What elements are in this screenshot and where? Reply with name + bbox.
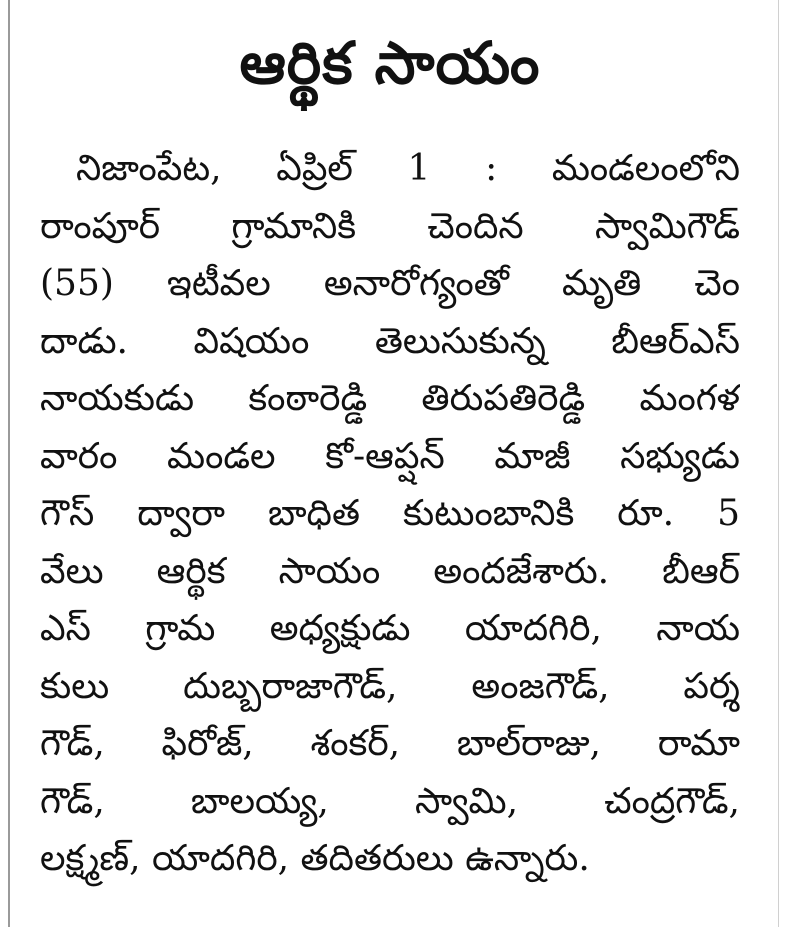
- body-line: వేలు ఆర్థిక సాయం అందజేశారు. బీఆర్: [40, 550, 740, 592]
- body-line: నిజాంపేట, ఏప్రిల్ 1 : మండలంలోని: [76, 148, 740, 189]
- body-line: గౌడ్, ఫిరోజ్, శంకర్, బాల్‌రాజు, రామా: [40, 723, 740, 764]
- body-line: కులు దుబ్బరాజాగౌడ్, అంజగౌడ్, పర్శ: [40, 665, 740, 707]
- column-divider-right: [778, 0, 779, 927]
- body-line: దాడు. విషయం తెలుసుకున్న బీఆర్ఎస్: [40, 320, 740, 362]
- column-divider-left: [8, 0, 10, 927]
- body-line: ఎస్ గ్రామ అధ్యక్షుడు యాదగిరి, నాయ: [40, 608, 740, 649]
- article-body: [40, 140, 740, 888]
- body-line: (55) ఇటీవల అనారోగ్యంతో మృతి చెం: [40, 263, 740, 304]
- body-line: లక్ష్మణ్, యాదగిరి, తదితరులు ఉన్నారు.: [40, 838, 590, 879]
- news-clipping: [40, 18, 740, 888]
- body-line: గౌడ్, బాలయ్య, స్వామి, చంద్రగౌడ్,: [40, 780, 740, 822]
- headline: ఆర్థిక సాయం: [239, 29, 541, 97]
- body-line: వారం మండల కో-ఆప్షన్ మాజీ సభ్యుడు: [40, 435, 740, 477]
- body-line: రాంపూర్ గ్రామానికి చెందిన స్వామిగౌడ్: [40, 205, 740, 247]
- body-line: గౌస్ ద్వారా బాధిత కుటుంబానికి రూ. 5: [40, 493, 740, 534]
- body-line: నాయకుడు కంఠారెడ్డి తిరుపతిరెడ్డి మంగళ: [40, 378, 740, 419]
